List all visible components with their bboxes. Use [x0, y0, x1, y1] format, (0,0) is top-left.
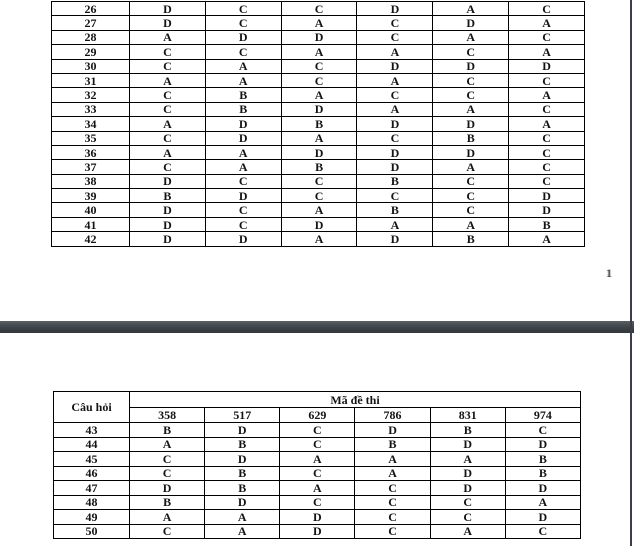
- answer-cell: B: [357, 174, 433, 188]
- answer-cell: B: [205, 437, 280, 452]
- exam-code-header: 629: [280, 408, 355, 423]
- answer-cell: C: [433, 88, 509, 102]
- answer-cell: C: [357, 131, 433, 145]
- answer-cell: D: [205, 495, 280, 510]
- answer-cell: C: [509, 102, 585, 116]
- answer-cell: A: [281, 88, 357, 102]
- answer-cell: A: [130, 145, 206, 159]
- answer-table-page1-body: [52, 2, 585, 247]
- answer-cell: A: [509, 16, 585, 30]
- answer-cell: C: [505, 524, 580, 539]
- answer-cell: B: [205, 466, 280, 481]
- answer-table-page2-body: [54, 423, 581, 539]
- answer-cell: C: [357, 30, 433, 44]
- answer-cell: B: [130, 495, 205, 510]
- answer-cell: C: [433, 73, 509, 87]
- table-row: [52, 203, 585, 217]
- exam-code-header: 517: [205, 408, 280, 423]
- answer-cell: D: [433, 16, 509, 30]
- question-number-cell: 43: [54, 423, 130, 438]
- answer-cell: C: [280, 437, 355, 452]
- answer-cell: D: [355, 423, 430, 438]
- table-row: [54, 481, 581, 496]
- answer-cell: D: [509, 203, 585, 217]
- answer-cell: D: [433, 117, 509, 131]
- answer-cell: A: [509, 45, 585, 59]
- table-row: [52, 232, 585, 246]
- answer-cell: C: [433, 174, 509, 188]
- answer-cell: A: [205, 510, 280, 525]
- table-row: [54, 423, 581, 438]
- answer-cell: A: [505, 495, 580, 510]
- question-number-cell: 45: [54, 452, 130, 467]
- table-row: [52, 217, 585, 231]
- answer-cell: B: [509, 217, 585, 231]
- answer-cell: C: [509, 73, 585, 87]
- answer-cell: C: [281, 174, 357, 188]
- answer-cell: D: [281, 30, 357, 44]
- table-header-row: [54, 392, 581, 408]
- table-row: [52, 160, 585, 174]
- answer-cell: C: [281, 73, 357, 87]
- exam-code-group-header: Mã đề thi: [130, 392, 581, 408]
- answer-cell: C: [357, 88, 433, 102]
- answer-cell: A: [509, 88, 585, 102]
- answer-cell: A: [130, 117, 206, 131]
- answer-cell: C: [355, 481, 430, 496]
- answer-cell: D: [357, 117, 433, 131]
- answer-cell: D: [130, 16, 206, 30]
- answer-cell: A: [280, 481, 355, 496]
- table-row: [52, 30, 585, 44]
- table-row: [54, 466, 581, 481]
- answer-cell: C: [205, 2, 281, 16]
- answer-cell: A: [130, 510, 205, 525]
- answer-cell: A: [433, 102, 509, 116]
- answer-cell: A: [130, 437, 205, 452]
- answer-cell: A: [281, 16, 357, 30]
- table-header-row: [54, 408, 581, 423]
- answer-cell: A: [509, 117, 585, 131]
- table-row: [52, 16, 585, 30]
- answer-cell: C: [357, 16, 433, 30]
- answer-cell: A: [205, 59, 281, 73]
- answer-cell: D: [205, 131, 281, 145]
- answer-cell: D: [205, 189, 281, 203]
- answer-cell: B: [430, 423, 505, 438]
- answer-cell: C: [355, 524, 430, 539]
- exam-code-header: 358: [130, 408, 205, 423]
- table-row: [54, 437, 581, 452]
- answer-cell: C: [509, 2, 585, 16]
- answer-cell: C: [130, 88, 206, 102]
- answer-cell: A: [433, 30, 509, 44]
- answer-cell: D: [130, 232, 206, 246]
- answer-cell: B: [433, 232, 509, 246]
- answer-cell: D: [357, 232, 433, 246]
- answer-cell: A: [281, 232, 357, 246]
- question-number-cell: 39: [52, 189, 130, 203]
- answer-cell: A: [355, 452, 430, 467]
- answer-cell: D: [433, 145, 509, 159]
- answer-cell: C: [281, 189, 357, 203]
- answer-cell: D: [433, 59, 509, 73]
- answer-cell: D: [130, 481, 205, 496]
- answer-cell: A: [433, 217, 509, 231]
- table-row: [52, 73, 585, 87]
- table-row: [54, 452, 581, 467]
- table-row: [52, 59, 585, 73]
- question-number-cell: 31: [52, 73, 130, 87]
- answer-cell: C: [130, 102, 206, 116]
- question-number-cell: 27: [52, 16, 130, 30]
- answer-cell: C: [430, 510, 505, 525]
- answer-cell: C: [205, 174, 281, 188]
- answer-cell: C: [280, 466, 355, 481]
- answer-cell: D: [357, 59, 433, 73]
- answer-cell: C: [505, 423, 580, 438]
- answer-cell: D: [205, 423, 280, 438]
- answer-cell: A: [430, 524, 505, 539]
- answer-cell: D: [205, 232, 281, 246]
- answer-cell: A: [357, 102, 433, 116]
- question-number-cell: 46: [54, 466, 130, 481]
- answer-cell: C: [130, 524, 205, 539]
- answer-cell: C: [509, 145, 585, 159]
- answer-cell: D: [430, 437, 505, 452]
- answer-cell: A: [430, 452, 505, 467]
- answer-cell: D: [430, 481, 505, 496]
- answer-cell: D: [357, 2, 433, 16]
- answer-cell: B: [505, 452, 580, 467]
- question-number-cell: 35: [52, 131, 130, 145]
- table-row: [52, 145, 585, 159]
- answer-cell: D: [281, 102, 357, 116]
- question-number-cell: 48: [54, 495, 130, 510]
- answer-cell: C: [433, 45, 509, 59]
- question-number-cell: 30: [52, 59, 130, 73]
- pdf-page-2: [0, 333, 634, 546]
- answer-cell: A: [355, 466, 430, 481]
- answer-cell: C: [355, 510, 430, 525]
- answer-cell: A: [433, 160, 509, 174]
- question-number-cell: 47: [54, 481, 130, 496]
- answer-cell: C: [280, 423, 355, 438]
- answer-cell: D: [509, 59, 585, 73]
- exam-code-header: 974: [505, 408, 580, 423]
- answer-cell: C: [281, 2, 357, 16]
- answer-cell: A: [205, 160, 281, 174]
- answer-cell: C: [130, 452, 205, 467]
- answer-cell: B: [281, 160, 357, 174]
- answer-cell: C: [509, 131, 585, 145]
- answer-cell: A: [280, 452, 355, 467]
- answer-cell: C: [130, 160, 206, 174]
- answer-cell: D: [357, 145, 433, 159]
- answer-cell: C: [509, 174, 585, 188]
- answer-cell: D: [130, 203, 206, 217]
- answer-cell: B: [433, 131, 509, 145]
- table-row: [52, 45, 585, 59]
- table-row: [52, 131, 585, 145]
- question-number-cell: 50: [54, 524, 130, 539]
- answer-cell: A: [130, 30, 206, 44]
- answer-cell: B: [355, 437, 430, 452]
- answer-cell: D: [505, 510, 580, 525]
- answer-cell: D: [281, 217, 357, 231]
- answer-cell: A: [509, 232, 585, 246]
- answer-cell: D: [205, 452, 280, 467]
- answer-cell: B: [357, 203, 433, 217]
- table-row: [52, 2, 585, 16]
- answer-cell: C: [280, 495, 355, 510]
- answer-table-page2: [53, 391, 581, 539]
- answer-cell: D: [509, 189, 585, 203]
- answer-cell: B: [130, 189, 206, 203]
- answer-cell: D: [205, 117, 281, 131]
- table-row: [52, 102, 585, 116]
- answer-cell: C: [130, 131, 206, 145]
- answer-cell: C: [433, 203, 509, 217]
- answer-cell: D: [280, 510, 355, 525]
- question-number-cell: 49: [54, 510, 130, 525]
- question-number-cell: 29: [52, 45, 130, 59]
- answer-cell: C: [130, 45, 206, 59]
- table-row: [54, 524, 581, 539]
- answer-cell: D: [130, 217, 206, 231]
- answer-cell: C: [357, 189, 433, 203]
- answer-cell: A: [130, 73, 206, 87]
- answer-cell: D: [130, 2, 206, 16]
- question-number-cell: 41: [52, 217, 130, 231]
- answer-cell: D: [281, 145, 357, 159]
- answer-cell: A: [281, 203, 357, 217]
- answer-cell: D: [430, 466, 505, 481]
- table-row: [54, 510, 581, 525]
- answer-cell: A: [357, 217, 433, 231]
- question-number-cell: 28: [52, 30, 130, 44]
- answer-cell: D: [505, 481, 580, 496]
- answer-cell: B: [205, 102, 281, 116]
- answer-cell: A: [205, 145, 281, 159]
- answer-cell: A: [433, 2, 509, 16]
- page-separator: [0, 321, 634, 333]
- answer-cell: A: [357, 73, 433, 87]
- answer-cell: C: [509, 160, 585, 174]
- answer-table-page2-header: [54, 392, 581, 423]
- answer-table-page1: [51, 1, 585, 247]
- question-number-cell: 42: [52, 232, 130, 246]
- window-edge-line: [630, 0, 632, 546]
- table-row: [52, 117, 585, 131]
- question-number-cell: 37: [52, 160, 130, 174]
- question-number-cell: 34: [52, 117, 130, 131]
- answer-cell: B: [205, 481, 280, 496]
- answer-cell: A: [281, 131, 357, 145]
- answer-cell: C: [430, 495, 505, 510]
- answer-cell: D: [130, 174, 206, 188]
- table-row: [54, 495, 581, 510]
- answer-cell: D: [505, 437, 580, 452]
- answer-cell: A: [357, 45, 433, 59]
- answer-cell: C: [281, 59, 357, 73]
- table-row: [52, 88, 585, 102]
- table-row: [52, 174, 585, 188]
- answer-cell: C: [205, 45, 281, 59]
- answer-cell: C: [509, 30, 585, 44]
- answer-cell: C: [130, 466, 205, 481]
- question-number-cell: 32: [52, 88, 130, 102]
- exam-code-header: 831: [430, 408, 505, 423]
- answer-cell: B: [205, 88, 281, 102]
- answer-cell: C: [433, 189, 509, 203]
- question-number-cell: 33: [52, 102, 130, 116]
- question-number-cell: 26: [52, 2, 130, 16]
- answer-cell: C: [205, 217, 281, 231]
- answer-cell: D: [357, 160, 433, 174]
- answer-cell: C: [205, 16, 281, 30]
- exam-code-header: 786: [355, 408, 430, 423]
- question-number-cell: 44: [54, 437, 130, 452]
- question-number-cell: 36: [52, 145, 130, 159]
- page-number: 1: [606, 266, 612, 280]
- question-number-cell: 40: [52, 203, 130, 217]
- question-column-header: Câu hỏi: [54, 392, 130, 423]
- answer-cell: C: [355, 495, 430, 510]
- table-row: [52, 189, 585, 203]
- answer-cell: A: [205, 73, 281, 87]
- answer-cell: A: [281, 45, 357, 59]
- answer-cell: B: [130, 423, 205, 438]
- question-number-cell: 38: [52, 174, 130, 188]
- answer-cell: B: [505, 466, 580, 481]
- answer-cell: D: [280, 524, 355, 539]
- answer-cell: B: [281, 117, 357, 131]
- answer-cell: C: [130, 59, 206, 73]
- answer-cell: D: [205, 30, 281, 44]
- answer-cell: C: [205, 203, 281, 217]
- answer-cell: A: [205, 524, 280, 539]
